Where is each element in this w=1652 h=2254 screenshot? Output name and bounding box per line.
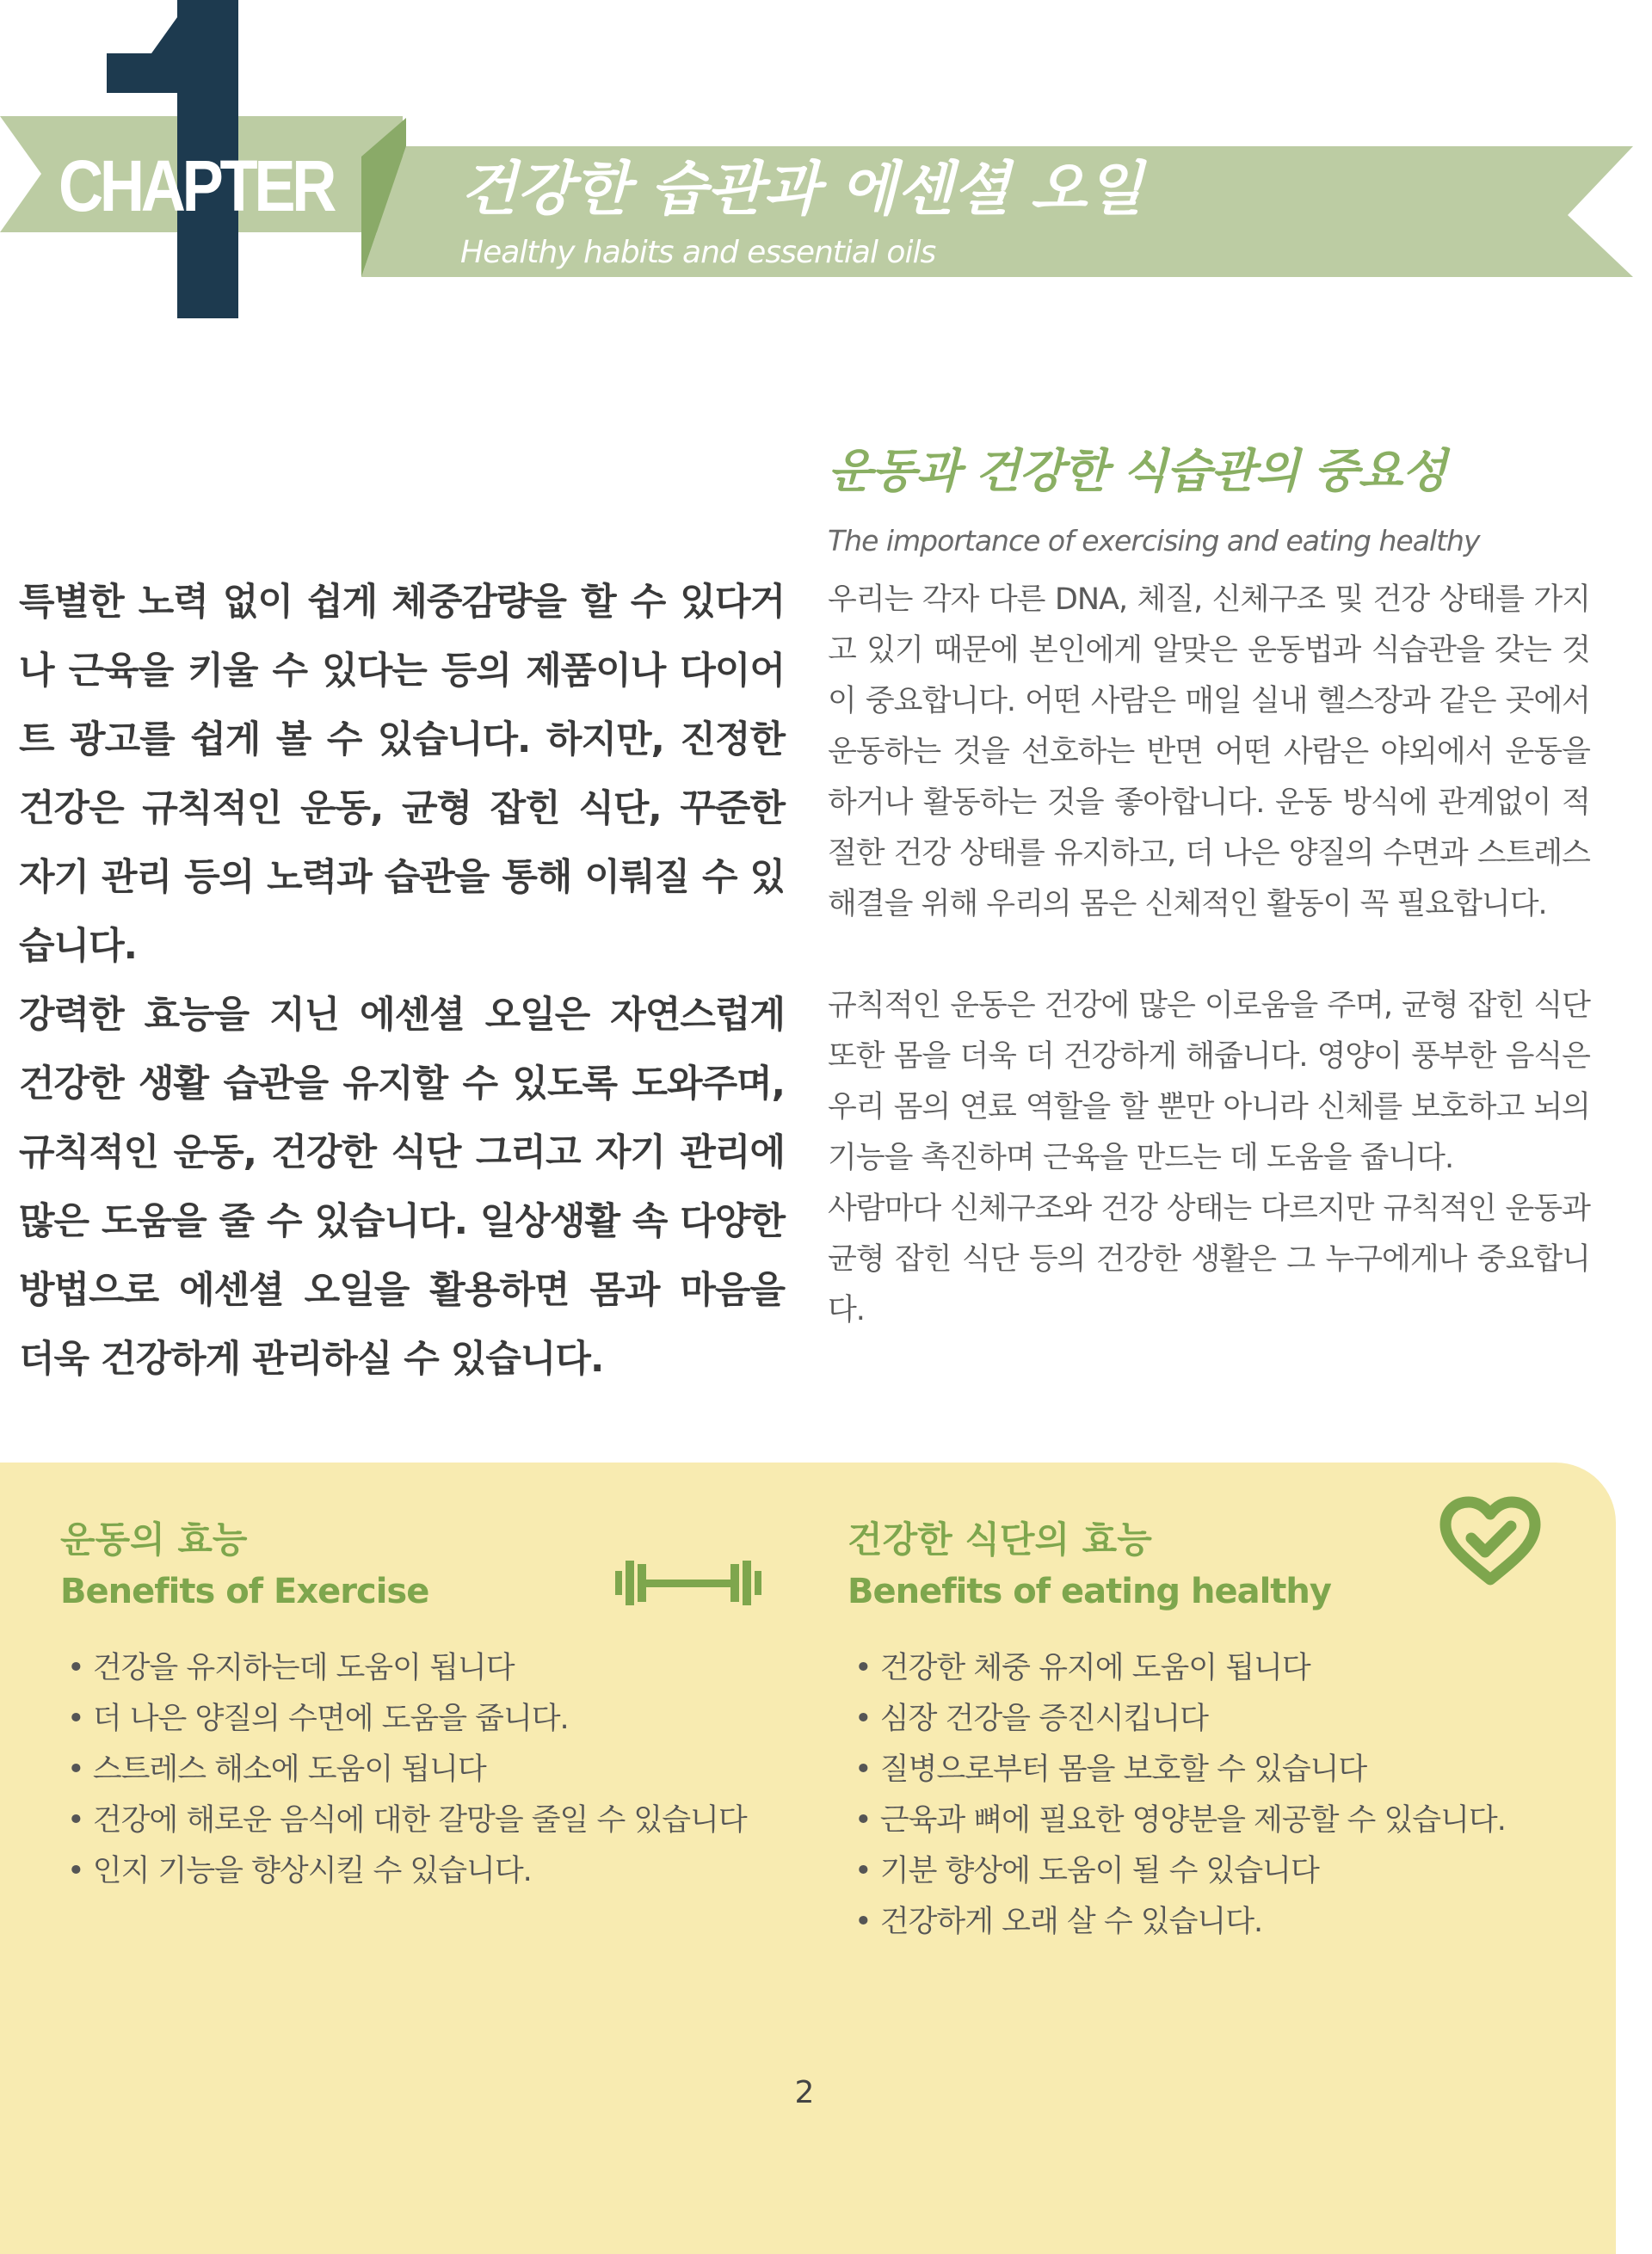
intro-column: [19, 568, 785, 1394]
section-paragraph: 사람마다 신체구조와 건강 상태는 다르지만 규칙적인 운동과 균형 잡힌 식단 등의 건강한 생활은 그 누구에게나 중요합니다.: [828, 1192, 1590, 1327]
page-number: 2: [794, 2075, 815, 2110]
dumbbell-icon: [615, 1557, 761, 1609]
chapter-subtitle: Healthy habits and essential oils: [460, 235, 936, 270]
heart-check-icon: [1437, 1495, 1544, 1590]
list-item: • 건강을 유지하는데 도움이 됩니다: [60, 1643, 800, 1694]
intro-paragraph: 강력한 효능을 지닌 에센셜 오일은 자연스럽게 건강한 생활 습관을 유지할 수 있도록 도와주며, 규칙적인 운동, 건강한 식단 그리고 자기 관리에 많은 도움을 줄 수 있습니다. 일상생활 속 다양한 방법으로 에센셜 오일을 활용하면 몸과 마음을 더욱 건강하게 관리하실 수 있습니다.: [19, 994, 785, 1381]
diet-benefits-list: [848, 1643, 1587, 1948]
exercise-benefits-title-en: Benefits of Exercise: [60, 1572, 429, 1611]
list-item: • 기분 향상에 도움이 될 수 있습니다: [848, 1846, 1587, 1897]
list-item: • 더 나은 양질의 수면에 도움을 줍니다.: [60, 1694, 800, 1745]
list-item: • 건강한 체중 유지에 도움이 됩니다: [848, 1643, 1587, 1694]
benefits-box: [0, 1463, 1616, 2254]
importance-section: [828, 439, 1590, 1336]
list-item: • 건강에 해로운 음식에 대한 갈망을 줄일 수 있습니다: [60, 1795, 800, 1846]
list-item: • 질병으로부터 몸을 보호할 수 있습니다: [848, 1745, 1587, 1795]
section-paragraph: 규칙적인 운동은 건강에 많은 이로움을 주며, 균형 잡힌 식단 또한 몸을 더욱 더 건강하게 해줍니다. 영양이 풍부한 음식은 우리 몸의 연료 역할을 할 뿐만 아니라 신체를 보호하고 뇌의 기능을 촉진하며 근육을 만드는 데 도움을 줍니다.: [828, 988, 1590, 1175]
exercise-benefits-title: 운동의 효능: [60, 1518, 248, 1561]
chapter-label: CHAPTER: [59, 145, 334, 226]
list-item: • 심장 건강을 증진시킵니다: [848, 1694, 1587, 1745]
list-item: • 근육과 뼈에 필요한 영양분을 제공할 수 있습니다.: [848, 1795, 1587, 1846]
list-item: • 건강하게 오래 살 수 있습니다.: [848, 1897, 1587, 1948]
section-title: 운동과 건강한 식습관의 중요성: [828, 444, 1446, 498]
exercise-benefits-list: [60, 1643, 800, 1897]
section-paragraph: 우리는 각자 다른 DNA, 체질, 신체구조 및 건강 상태를 가지고 있기 때문에 본인에게 알맞은 운동법과 식습관을 갖는 것이 중요합니다. 어떤 사람은 매일 실내 헬스장과 같은 곳에서 운동하는 것을 선호하는 반면 어떤 사람은 야외에서 운동을 하거나 활동하는 것을 좋아합니다. 운동 방식에 관계없이 적절한 건강 상태를 유지하고, 더 나은 양질의 수면과 스트레스 해결을 위해 우리의 몸은 신체적인 활동이 꼭 필요합니다.: [828, 582, 1590, 921]
list-item: • 스트레스 해소에 도움이 됩니다: [60, 1745, 800, 1795]
chapter-title: 건강한 습관과 에센셜 오일: [460, 156, 1143, 224]
list-item: • 인지 기능을 향상시킬 수 있습니다.: [60, 1846, 800, 1897]
section-subtitle: The importance of exercising and eating healthy: [828, 524, 1480, 557]
intro-paragraph: 특별한 노력 없이 쉽게 체중감량을 할 수 있다거나 근육을 키울 수 있다는 등의 제품이나 다이어트 광고를 쉽게 볼 수 있습니다. 하지만, 진정한 건강은 규칙적인 운동, 균형 잡힌 식단, 꾸준한 자기 관리 등의 노력과 습관을 통해 이뤄질 수 있습니다.: [19, 581, 785, 968]
diet-benefits-title-en: Benefits of eating healthy: [848, 1572, 1331, 1611]
diet-benefits-title: 건강한 식단의 효능: [848, 1518, 1152, 1561]
